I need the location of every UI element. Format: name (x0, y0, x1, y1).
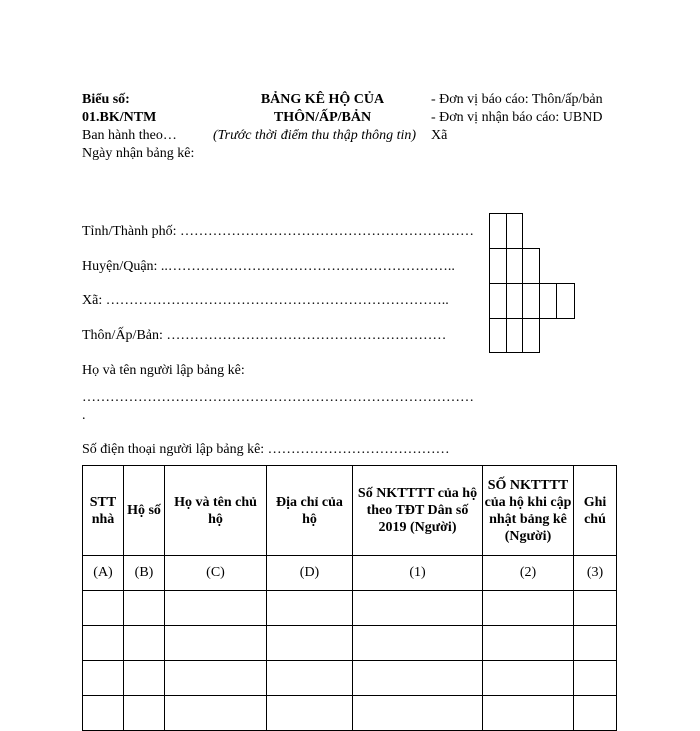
received-date: Ngày nhận bảng kê: (82, 146, 195, 161)
table-cell[interactable] (483, 591, 574, 626)
table-cell[interactable] (574, 661, 617, 696)
title-subtitle: (Trước thời điểm thu thập thông tin) (213, 128, 417, 143)
form-label: Biểu số: (82, 92, 130, 107)
column-header: STT nhà (83, 466, 124, 556)
province-code-box[interactable] (506, 213, 523, 249)
commune-code-box[interactable] (539, 283, 557, 319)
column-code: (B) (124, 556, 165, 591)
receiving-unit-cont: Xã (431, 128, 448, 143)
village-code-box[interactable] (489, 318, 507, 353)
table-cell[interactable] (124, 661, 165, 696)
village-field[interactable]: Thôn/Ấp/Bản: …………………………………………………… (82, 328, 447, 343)
table-cell[interactable] (165, 696, 267, 731)
column-code-row (83, 556, 617, 591)
column-header: Số NKTTTT của hộ theo TĐT Dân số 2019 (Người) (353, 466, 483, 556)
district-code-box[interactable] (489, 248, 507, 284)
district-field[interactable]: Huyện/Quận: ..…………………………………………………….. (82, 259, 455, 274)
preparer-phone-field[interactable]: Số điện thoại người lập bảng kê: ………………………………… (82, 442, 450, 457)
table-cell[interactable] (574, 626, 617, 661)
table-cell[interactable] (483, 696, 574, 731)
table-row (83, 626, 617, 661)
district-code-box[interactable] (522, 248, 540, 284)
district-code-box[interactable] (506, 248, 523, 284)
table-cell[interactable] (267, 661, 353, 696)
column-header: Địa chỉ của hộ (267, 466, 353, 556)
column-header: Ghi chú (574, 466, 617, 556)
village-code-box[interactable] (506, 318, 523, 353)
commune-code-box[interactable] (489, 283, 507, 319)
table-header-row (83, 466, 617, 556)
table-cell[interactable] (83, 661, 124, 696)
receiving-unit: - Đơn vị nhận báo cáo: UBND (431, 110, 603, 125)
table-cell[interactable] (574, 696, 617, 731)
table-cell[interactable] (83, 626, 124, 661)
column-header: SỐ NKTTTT của hộ khi cập nhật bảng kê (Người) (483, 466, 574, 556)
column-header: Hộ số (124, 466, 165, 556)
preparer-name-line-end: . (82, 408, 86, 423)
table-row (83, 696, 617, 731)
table-cell[interactable] (83, 591, 124, 626)
table-cell[interactable] (165, 626, 267, 661)
column-code: (1) (353, 556, 483, 591)
village-code-box[interactable] (522, 318, 540, 353)
column-code: (3) (574, 556, 617, 591)
table-cell[interactable] (353, 626, 483, 661)
title-line-1: BẢNG KÊ HỘ CỦA (260, 92, 385, 107)
table-cell[interactable] (124, 696, 165, 731)
form-code: 01.BK/NTM (82, 110, 157, 125)
table-row (83, 591, 617, 626)
reporting-unit: - Đơn vị báo cáo: Thôn/ấp/bản (431, 92, 603, 107)
table-cell[interactable] (353, 661, 483, 696)
column-code: (2) (483, 556, 574, 591)
table-cell[interactable] (574, 591, 617, 626)
commune-field[interactable]: Xã: ……………………………………………………………….. (82, 293, 449, 308)
column-code: (C) (165, 556, 267, 591)
column-code: (D) (267, 556, 353, 591)
table-cell[interactable] (165, 591, 267, 626)
table-cell[interactable] (83, 696, 124, 731)
commune-code-box[interactable] (556, 283, 575, 319)
household-table (82, 465, 617, 731)
table-cell[interactable] (267, 696, 353, 731)
province-field[interactable]: Tỉnh/Thành phố: ……………………………………………………… (82, 224, 474, 239)
preparer-name-line[interactable]: ………………………………………………………………………… (82, 390, 474, 405)
table-row (83, 661, 617, 696)
column-code: (A) (83, 556, 124, 591)
table-cell[interactable] (165, 661, 267, 696)
table-cell[interactable] (483, 626, 574, 661)
table-cell[interactable] (353, 591, 483, 626)
table-cell[interactable] (353, 696, 483, 731)
commune-code-box[interactable] (506, 283, 523, 319)
table-cell[interactable] (124, 626, 165, 661)
column-header: Họ và tên chủ hộ (165, 466, 267, 556)
table-cell[interactable] (267, 591, 353, 626)
province-code-box[interactable] (489, 213, 507, 249)
preparer-name-label: Họ và tên người lập bảng kê: (82, 363, 245, 378)
table-cell[interactable] (483, 661, 574, 696)
title-line-2: THÔN/ẤP/BẢN (273, 110, 372, 125)
issued-by: Ban hành theo… (82, 128, 177, 143)
commune-code-box[interactable] (522, 283, 540, 319)
table-cell[interactable] (124, 591, 165, 626)
table-cell[interactable] (267, 626, 353, 661)
